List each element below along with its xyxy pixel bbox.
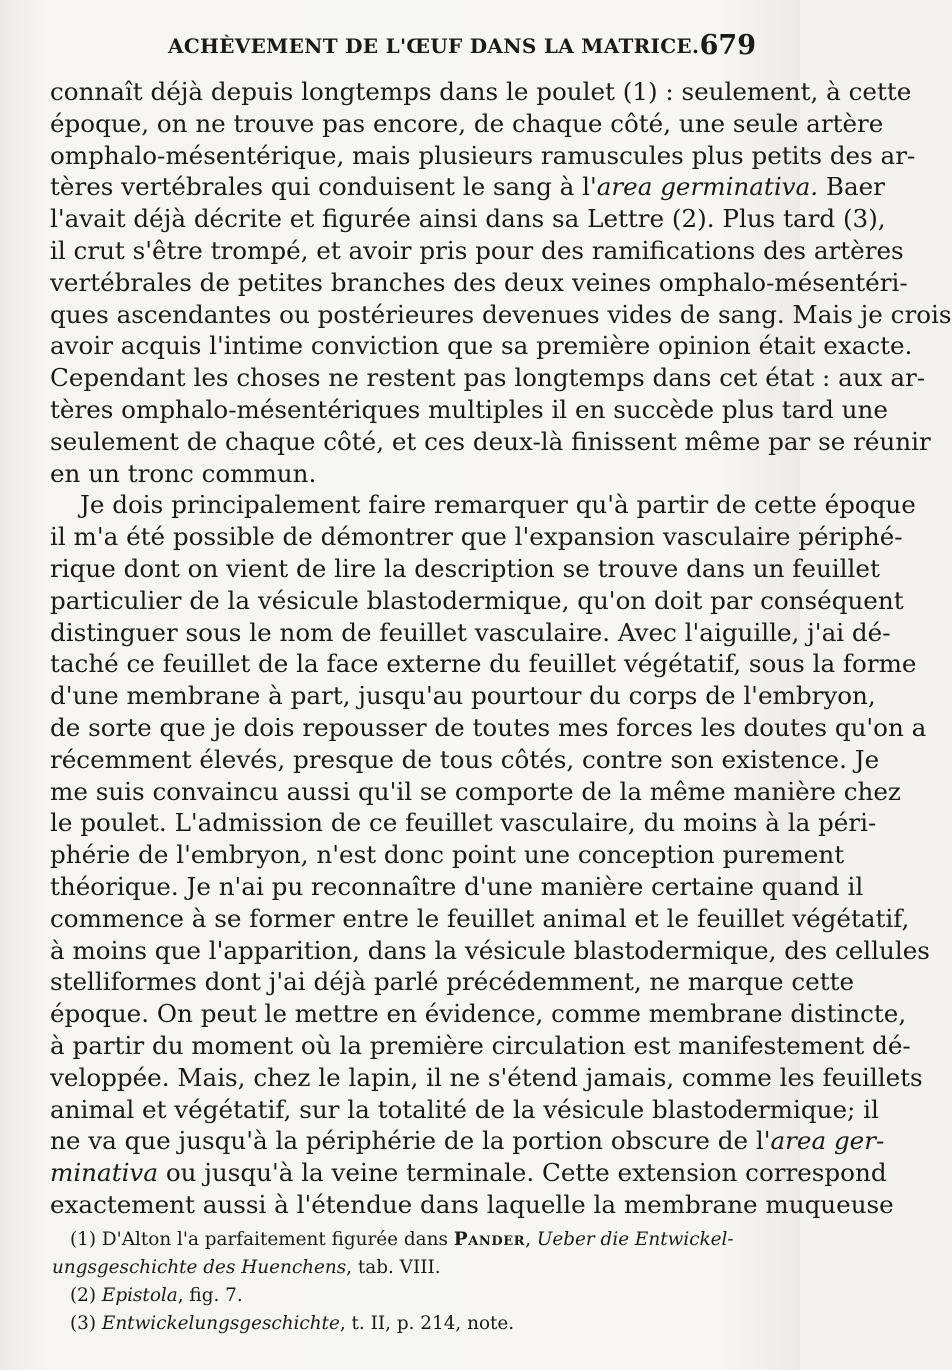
italic-term: area ger- <box>770 1126 885 1156</box>
italic-title: Ueber die Entwickel- <box>536 1229 734 1250</box>
text-line: avoir acquis l'intime conviction que sa première opinion était exacte. <box>50 331 913 361</box>
text-line: me suis convaincu aussi qu'il se comporte de la même manière chez <box>50 776 901 806</box>
text-line: rique dont on vient de lire la description se trouve dans un feuillet <box>50 553 880 583</box>
text-line: le poulet. L'admission de ce feuillet vasculaire, du moins à la péri- <box>50 808 877 838</box>
text-line: d'une membrane à part, jusqu'au pourtour du corps de l'embryon, <box>50 681 876 711</box>
text-line: animal et végétatif, sur la totalité de la vésicule blastodermique; il <box>50 1094 879 1124</box>
text-line: ques ascendantes ou postérieures devenues vides de sang. Mais je crois <box>50 299 952 329</box>
text-line: Cependant les choses ne restent pas longtemps dans cet état : aux ar- <box>50 363 926 393</box>
italic-term: minativa <box>50 1158 158 1188</box>
footnote-1-continued: ungsgeschichte des Huenchens, tab. VIII. <box>52 1257 441 1278</box>
text-line: à moins que l'apparition, dans la vésicule blastodermique, des cellules <box>50 935 930 965</box>
text-line: il crut s'être trompé, et avoir pris pour des ramifications des artères <box>50 235 904 265</box>
italic-title: Epistola <box>101 1285 178 1306</box>
italic-title: Entwickelungsgeschichte <box>101 1313 340 1334</box>
text-line: en un tronc commun. <box>50 458 317 488</box>
text-line: minativa ou jusqu'à la veine terminale. Cette extension correspond <box>50 1158 887 1188</box>
body-text <box>50 76 952 1221</box>
footnotes <box>52 1226 756 1338</box>
text-line: taché ce feuillet de la face externe du feuillet végétatif, sous la forme <box>50 649 917 679</box>
footnote-1: (1) D'Alton l'a parfaitement figurée dans Pander, Ueber die Entwickel- <box>70 1229 734 1250</box>
text-line: phérie de l'embryon, n'est donc point une conception purement <box>50 840 845 870</box>
text-line: exactement aussi à l'étendue dans laquelle la membrane muqueuse <box>50 1189 894 1219</box>
italic-title: ungsgeschichte des Huenchens <box>52 1257 347 1278</box>
text-line: ne va que jusqu'à la périphérie de la portion obscure de l'area ger- <box>50 1126 885 1156</box>
running-head: ACHÈVEMENT DE L'ŒUF DANS LA MATRICE. <box>168 34 700 58</box>
paragraph-start-line: Je dois principalement faire remarquer qu'à partir de cette époque <box>80 490 916 520</box>
footnote-3: (3) Entwickelungsgeschichte, t. II, p. 214, note. <box>70 1313 515 1334</box>
text-line: stelliformes dont j'ai déjà parlé précédemment, ne marque cette <box>50 967 855 997</box>
text-line: théorique. Je n'ai pu reconnaître d'une manière certaine quand il <box>50 871 864 901</box>
italic-term: area germinativa. <box>596 172 819 202</box>
text-line: époque, on ne trouve pas encore, de chaque côté, une seule artère <box>50 108 884 138</box>
text-line: veloppée. Mais, chez le lapin, il ne s'étend jamais, comme les feuillets <box>50 1062 923 1092</box>
text-line: à partir du moment où la première circulation est manifestement dé- <box>50 1030 911 1060</box>
page-number: 679 <box>699 30 756 61</box>
text-line: de sorte que je dois repousser de toutes mes forces les doutes qu'on a <box>50 712 927 742</box>
page-header <box>50 30 756 70</box>
text-line: époque. On peut le mettre en évidence, comme membrane distincte, <box>50 999 907 1029</box>
text-line: commence à se former entre le feuillet animal et le feuillet végétatif, <box>50 903 910 933</box>
text-line: il m'a été possible de démontrer que l'expansion vasculaire périphé- <box>50 522 903 552</box>
text-line: particulier de la vésicule blastodermique, qu'on doit par conséquent <box>50 585 904 615</box>
text-line: omphalo-mésentérique, mais plusieurs ramuscules plus petits des ar- <box>50 140 916 170</box>
text-line: seulement de chaque côté, et ces deux-là finissent même par se réunir <box>50 426 931 456</box>
text-line: distinguer sous le nom de feuillet vasculaire. Avec l'aiguille, j'ai dé- <box>50 617 891 647</box>
text-line: tères omphalo-mésentériques multiples il en succède plus tard une <box>50 394 888 424</box>
text-line: l'avait déjà décrite et figurée ainsi dans sa Lettre (2). Plus tard (3), <box>50 204 886 234</box>
author-name: Pander <box>453 1229 526 1250</box>
text-line: connaît déjà depuis longtemps dans le poulet (1) : seulement, à cette <box>50 77 912 106</box>
footnote-2: (2) Epistola, fig. 7. <box>70 1285 243 1306</box>
text-line: vertébrales de petites branches des deux veines omphalo-mésentéri- <box>50 267 908 297</box>
text-line: tères vertébrales qui conduisent le sang à l'area germinativa. Baer <box>50 172 885 202</box>
text-line: récemment élevés, presque de tous côtés, contre son existence. Je <box>50 744 880 774</box>
